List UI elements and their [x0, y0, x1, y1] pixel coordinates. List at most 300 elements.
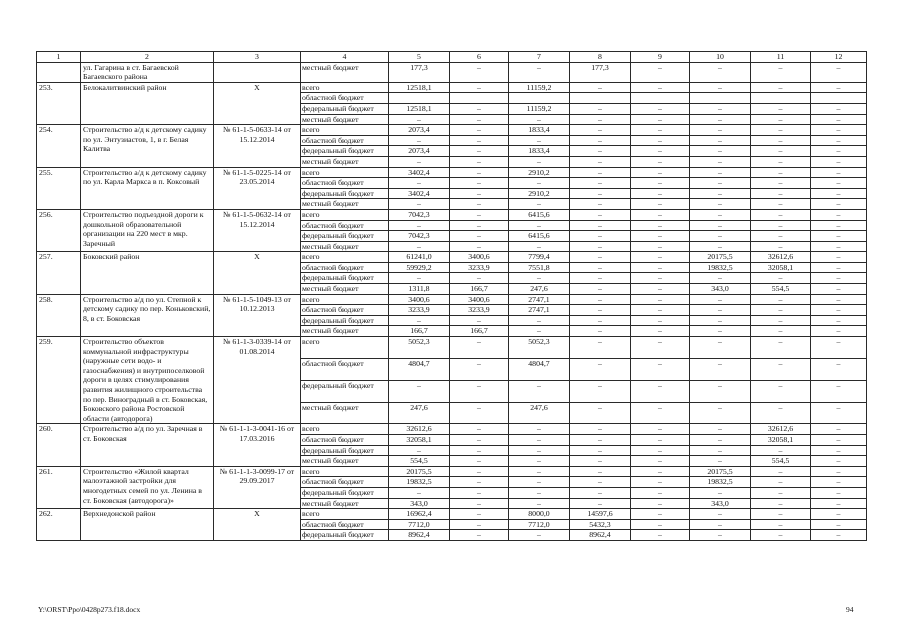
amount-cell: 2910,2 [509, 188, 570, 199]
amount-cell: – [570, 209, 631, 220]
amount-cell: – [450, 188, 509, 199]
column-number: 1 [37, 52, 81, 63]
amount-cell: – [570, 103, 631, 114]
amount-cell: – [389, 273, 450, 284]
table-row [37, 209, 867, 220]
funding-source: всего [301, 424, 389, 435]
amount-cell: – [751, 209, 811, 220]
amount-cell: – [570, 262, 631, 273]
table-body [37, 52, 867, 541]
amount-cell: 2747,1 [509, 305, 570, 316]
amount-cell: – [751, 220, 811, 231]
amount-cell: – [570, 380, 631, 402]
amount-cell: – [690, 114, 751, 125]
amount-cell: – [450, 424, 509, 435]
amount-cell: – [631, 103, 690, 114]
funding-source: всего [301, 209, 389, 220]
amount-cell: – [690, 241, 751, 252]
funding-source: местный бюджет [301, 326, 389, 337]
amount-cell: – [509, 273, 570, 284]
funding-source: федеральный бюджет [301, 487, 389, 498]
amount-cell: – [811, 530, 867, 541]
row-number: 255. [37, 167, 81, 209]
amount-cell: 32058,1 [751, 434, 811, 445]
amount-cell: 3400,6 [389, 294, 450, 305]
funding-source: всего [301, 252, 389, 263]
amount-cell: – [751, 103, 811, 114]
amount-cell: – [690, 125, 751, 136]
amount-cell [690, 93, 751, 104]
document-reference: № 61-1-1-3-0099-17 от 29.09.2017 [214, 466, 301, 508]
amount-cell: 32612,6 [751, 252, 811, 263]
table-row [37, 337, 867, 359]
amount-cell: – [751, 294, 811, 305]
amount-cell: 554,5 [751, 456, 811, 467]
funding-source: федеральный бюджет [301, 315, 389, 326]
amount-cell: – [751, 477, 811, 488]
funding-source: всего [301, 82, 389, 93]
amount-cell: – [570, 125, 631, 136]
amount-cell: – [570, 326, 631, 337]
amount-cell: – [631, 380, 690, 402]
amount-cell: – [811, 82, 867, 93]
amount-cell: – [631, 326, 690, 337]
amount-cell: – [509, 530, 570, 541]
funding-source: областной бюджет [301, 519, 389, 530]
amount-cell: – [811, 199, 867, 210]
amount-cell: – [811, 62, 867, 82]
funding-source: всего [301, 337, 389, 359]
amount-cell: 12518,1 [389, 103, 450, 114]
amount-cell: 3400,6 [450, 294, 509, 305]
amount-cell: – [570, 273, 631, 284]
amount-cell: 19832,5 [690, 262, 751, 273]
amount-cell: – [690, 273, 751, 284]
amount-cell: 3233,9 [389, 305, 450, 316]
amount-cell: 32058,1 [751, 262, 811, 273]
amount-cell: – [450, 114, 509, 125]
amount-cell: – [389, 445, 450, 456]
amount-cell: – [631, 456, 690, 467]
amount-cell: – [811, 380, 867, 402]
amount-cell: – [570, 199, 631, 210]
amount-cell: 166,7 [450, 284, 509, 295]
funding-source: местный бюджет [301, 114, 389, 125]
table-row [37, 82, 867, 93]
amount-cell: – [450, 402, 509, 424]
amount-cell: – [811, 509, 867, 520]
amount-cell: – [389, 178, 450, 189]
object-name: Верхнедонской район [81, 509, 214, 541]
amount-cell: – [570, 167, 631, 178]
row-number: 260. [37, 424, 81, 466]
amount-cell: – [389, 241, 450, 252]
funding-source: местный бюджет [301, 156, 389, 167]
document-reference: X [214, 82, 301, 124]
amount-cell: 2747,1 [509, 294, 570, 305]
amount-cell: – [811, 305, 867, 316]
amount-cell: – [631, 252, 690, 263]
object-name: Строительство объектов коммунальной инфраструктуры (наружные сети водо- и газоснабжения) и внутрипоселковой дороги в целях стимулирования развития жилищного строительства по пер. Виноградный в ст. Боковская, Боковского района Ростовской области (автодорога) [81, 337, 214, 424]
amount-cell: – [631, 509, 690, 520]
amount-cell: – [811, 220, 867, 231]
funding-source: областной бюджет [301, 220, 389, 231]
amount-cell: – [631, 477, 690, 488]
amount-cell: – [450, 380, 509, 402]
amount-cell: – [690, 178, 751, 189]
amount-cell: 61241,0 [389, 252, 450, 263]
amount-cell: – [509, 114, 570, 125]
amount-cell: – [570, 445, 631, 456]
amount-cell: – [570, 315, 631, 326]
amount-cell: – [570, 294, 631, 305]
amount-cell: 5432,3 [570, 519, 631, 530]
amount-cell: – [811, 445, 867, 456]
table-row [37, 167, 867, 178]
amount-cell: – [509, 62, 570, 82]
funding-source: федеральный бюджет [301, 273, 389, 284]
amount-cell: – [751, 519, 811, 530]
funding-source: местный бюджет [301, 456, 389, 467]
amount-cell: – [751, 273, 811, 284]
amount-cell: – [450, 103, 509, 114]
amount-cell [450, 93, 509, 104]
funding-source: областной бюджет [301, 358, 389, 380]
amount-cell [631, 93, 690, 104]
amount-cell: – [570, 231, 631, 242]
object-name: Белокалитвинский район [81, 82, 214, 124]
budget-table [36, 51, 867, 541]
amount-cell: 20175,5 [389, 466, 450, 477]
amount-cell: 2073,4 [389, 125, 450, 136]
funding-source: местный бюджет [301, 62, 389, 82]
table-row [37, 252, 867, 263]
document-reference: X [214, 252, 301, 294]
amount-cell: – [811, 519, 867, 530]
amount-cell: – [751, 156, 811, 167]
amount-cell: – [450, 241, 509, 252]
amount-cell: – [751, 326, 811, 337]
amount-cell: – [631, 294, 690, 305]
amount-cell [811, 93, 867, 104]
document-path: Y:\ORST\Ppo\0428p273.f18.docx [38, 605, 141, 614]
amount-cell: – [690, 305, 751, 316]
amount-cell: – [811, 424, 867, 435]
funding-source: областной бюджет [301, 178, 389, 189]
row-number: 261. [37, 466, 81, 508]
amount-cell: – [631, 315, 690, 326]
funding-source: областной бюджет [301, 262, 389, 273]
amount-cell: – [450, 273, 509, 284]
amount-cell: – [811, 284, 867, 295]
amount-cell: – [450, 146, 509, 157]
amount-cell: 2073,4 [389, 146, 450, 157]
amount-cell: – [450, 167, 509, 178]
amount-cell: – [509, 456, 570, 467]
amount-cell: – [751, 62, 811, 82]
amount-cell: – [631, 519, 690, 530]
amount-cell: – [631, 530, 690, 541]
amount-cell: 8962,4 [389, 530, 450, 541]
amount-cell: 5052,3 [509, 337, 570, 359]
amount-cell: 19832,5 [389, 477, 450, 488]
amount-cell: 7042,3 [389, 231, 450, 242]
amount-cell: 32612,6 [751, 424, 811, 435]
amount-cell: – [751, 114, 811, 125]
amount-cell: – [570, 477, 631, 488]
amount-cell: – [811, 358, 867, 380]
document-reference: № 61-1-5-0225-14 от 23.05.2014 [214, 167, 301, 209]
funding-source: федеральный бюджет [301, 530, 389, 541]
amount-cell: – [811, 241, 867, 252]
row-number [37, 62, 81, 82]
amount-cell: – [570, 498, 631, 509]
funding-source: областной бюджет [301, 477, 389, 488]
amount-cell: – [450, 498, 509, 509]
amount-cell: 4804,7 [389, 358, 450, 380]
amount-cell: – [389, 156, 450, 167]
amount-cell: – [450, 509, 509, 520]
funding-source: местный бюджет [301, 498, 389, 509]
amount-cell [509, 93, 570, 104]
amount-cell: – [631, 262, 690, 273]
amount-cell: – [811, 135, 867, 146]
amount-cell: – [631, 466, 690, 477]
amount-cell: – [751, 466, 811, 477]
amount-cell: 3402,4 [389, 188, 450, 199]
amount-cell: – [450, 209, 509, 220]
amount-cell: – [811, 466, 867, 477]
amount-cell: 6415,6 [509, 231, 570, 242]
amount-cell: – [690, 380, 751, 402]
amount-cell: – [509, 178, 570, 189]
document-reference: № 61-1-5-0632-14 от 15.12.2014 [214, 209, 301, 251]
amount-cell: – [690, 530, 751, 541]
amount-cell: – [751, 135, 811, 146]
amount-cell: 3400,6 [450, 252, 509, 263]
amount-cell: – [631, 167, 690, 178]
amount-cell: – [751, 358, 811, 380]
document-reference: № 61-1-5-0633-14 от 15.12.2014 [214, 125, 301, 167]
amount-cell: 32612,6 [389, 424, 450, 435]
amount-cell: 59929,2 [389, 262, 450, 273]
amount-cell: – [631, 114, 690, 125]
amount-cell: – [389, 199, 450, 210]
amount-cell: 14597,6 [570, 509, 631, 520]
amount-cell: – [631, 178, 690, 189]
column-number: 3 [214, 52, 301, 63]
amount-cell: – [811, 456, 867, 467]
amount-cell: – [690, 424, 751, 435]
amount-cell: – [811, 326, 867, 337]
column-number: 2 [81, 52, 214, 63]
amount-cell: – [811, 167, 867, 178]
amount-cell: – [631, 209, 690, 220]
table-row [37, 294, 867, 305]
document-reference: № 61-1-3-0339-14 от 01.08.2014 [214, 337, 301, 424]
amount-cell: – [450, 487, 509, 498]
funding-source: всего [301, 509, 389, 520]
amount-cell: 6415,6 [509, 209, 570, 220]
funding-source: федеральный бюджет [301, 146, 389, 157]
amount-cell: – [811, 337, 867, 359]
amount-cell: – [450, 358, 509, 380]
amount-cell: – [690, 509, 751, 520]
amount-cell: – [450, 220, 509, 231]
funding-source: федеральный бюджет [301, 103, 389, 114]
amount-cell: – [450, 82, 509, 93]
amount-cell: – [631, 305, 690, 316]
amount-cell: – [570, 252, 631, 263]
amount-cell: – [690, 294, 751, 305]
amount-cell: – [751, 199, 811, 210]
amount-cell: 343,0 [389, 498, 450, 509]
amount-cell: – [690, 209, 751, 220]
amount-cell: – [631, 220, 690, 231]
amount-cell: – [811, 231, 867, 242]
amount-cell: – [811, 487, 867, 498]
amount-cell: – [631, 445, 690, 456]
amount-cell: – [751, 402, 811, 424]
amount-cell: – [450, 62, 509, 82]
amount-cell: – [811, 273, 867, 284]
amount-cell: 343,0 [690, 284, 751, 295]
amount-cell: – [389, 135, 450, 146]
amount-cell: – [509, 315, 570, 326]
amount-cell: – [509, 156, 570, 167]
amount-cell: – [570, 284, 631, 295]
amount-cell: 11159,2 [509, 103, 570, 114]
amount-cell: – [450, 125, 509, 136]
row-number: 254. [37, 125, 81, 167]
amount-cell: – [450, 530, 509, 541]
amount-cell: – [751, 337, 811, 359]
amount-cell: – [811, 178, 867, 189]
object-name: Строительство «Жилой квартал малоэтажной застройки для многодетных семей по ул. Ленина в ст. Боковская (автодорога)» [81, 466, 214, 508]
column-number: 8 [570, 52, 631, 63]
amount-cell: – [690, 156, 751, 167]
amount-cell: – [450, 519, 509, 530]
object-name: Строительство а/д по ул. Заречная в ст. Боковская [81, 424, 214, 466]
object-name: Боковский район [81, 252, 214, 294]
amount-cell: – [690, 337, 751, 359]
amount-cell: – [811, 188, 867, 199]
page-number: 94 [846, 605, 854, 614]
amount-cell: – [631, 82, 690, 93]
amount-cell: – [450, 477, 509, 488]
object-name: Строительство а/д по ул. Степной к детскому садику по пер. Коньковский, 8, в ст. Боковская [81, 294, 214, 336]
row-number: 253. [37, 82, 81, 124]
amount-cell: – [570, 456, 631, 467]
amount-cell: 7799,4 [509, 252, 570, 263]
amount-cell: – [509, 326, 570, 337]
funding-source: местный бюджет [301, 284, 389, 295]
amount-cell: – [811, 294, 867, 305]
column-number: 12 [811, 52, 867, 63]
amount-cell: – [389, 114, 450, 125]
document-reference: X [214, 509, 301, 541]
amount-cell: – [570, 135, 631, 146]
column-number: 6 [450, 52, 509, 63]
amount-cell: – [811, 498, 867, 509]
funding-source: местный бюджет [301, 241, 389, 252]
amount-cell: – [570, 434, 631, 445]
amount-cell: – [570, 402, 631, 424]
amount-cell: – [450, 445, 509, 456]
table-row [37, 466, 867, 477]
amount-cell: – [509, 466, 570, 477]
amount-cell: – [570, 466, 631, 477]
amount-cell: – [570, 82, 631, 93]
amount-cell: – [690, 445, 751, 456]
table-row [37, 62, 867, 82]
amount-cell: – [509, 487, 570, 498]
amount-cell: – [389, 220, 450, 231]
amount-cell: 8962,4 [570, 530, 631, 541]
amount-cell: – [631, 125, 690, 136]
amount-cell: 20175,5 [690, 466, 751, 477]
amount-cell: – [389, 315, 450, 326]
amount-cell: – [570, 358, 631, 380]
column-number: 7 [509, 52, 570, 63]
table-row [37, 424, 867, 435]
column-number: 9 [631, 52, 690, 63]
amount-cell: 5052,3 [389, 337, 450, 359]
amount-cell [570, 93, 631, 104]
amount-cell: – [450, 231, 509, 242]
amount-cell: – [509, 135, 570, 146]
amount-cell: – [631, 358, 690, 380]
amount-cell: – [811, 434, 867, 445]
amount-cell: 7712,0 [389, 519, 450, 530]
funding-source: областной бюджет [301, 93, 389, 104]
funding-source: федеральный бюджет [301, 380, 389, 402]
row-number: 257. [37, 252, 81, 294]
amount-cell: – [450, 199, 509, 210]
object-name: ул. Гагарина в ст. Багаевской Багаевского района [81, 62, 214, 82]
amount-cell: – [751, 498, 811, 509]
amount-cell [389, 93, 450, 104]
amount-cell: 554,5 [751, 284, 811, 295]
amount-cell: 2910,2 [509, 167, 570, 178]
amount-cell: – [751, 241, 811, 252]
amount-cell: – [811, 114, 867, 125]
amount-cell: 1833,4 [509, 146, 570, 157]
amount-cell: 343,0 [690, 498, 751, 509]
amount-cell: – [570, 220, 631, 231]
column-number: 10 [690, 52, 751, 63]
document-reference [214, 62, 301, 82]
amount-cell: – [690, 326, 751, 337]
amount-cell: – [751, 178, 811, 189]
amount-cell: – [631, 424, 690, 435]
amount-cell: 8000,0 [509, 509, 570, 520]
funding-source: всего [301, 125, 389, 136]
amount-cell: – [751, 82, 811, 93]
row-number: 258. [37, 294, 81, 336]
amount-cell: – [509, 199, 570, 210]
amount-cell: – [811, 103, 867, 114]
amount-cell: – [631, 284, 690, 295]
amount-cell: – [570, 487, 631, 498]
amount-cell: – [570, 337, 631, 359]
amount-cell: – [509, 498, 570, 509]
amount-cell: – [811, 252, 867, 263]
funding-source: областной бюджет [301, 434, 389, 445]
funding-source: областной бюджет [301, 305, 389, 316]
amount-cell: 1833,4 [509, 125, 570, 136]
column-number: 11 [751, 52, 811, 63]
